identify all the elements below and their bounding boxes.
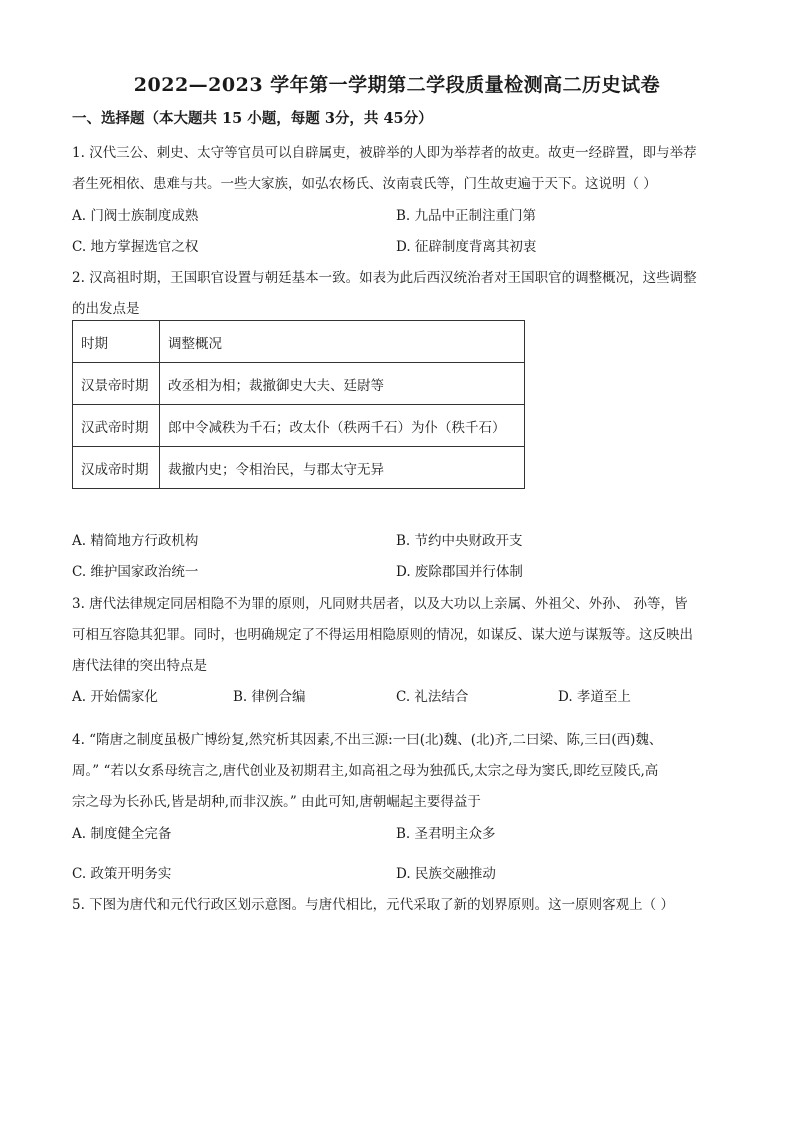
adjustment-table	[72, 320, 525, 489]
question-2-option-c: C. 维护国家政治统一	[72, 564, 199, 580]
table-cell: 郎中令减秩为千石；改太仆（秩两千石）为仆（秩千石）	[160, 405, 525, 447]
question-4-line-1: 4. “隋唐之制度虽极广博纷复,然究析其因素,不出三源:一曰(北)魏、(北)齐,二曰梁、陈,三曰(西)魏、	[72, 732, 663, 748]
question-1-option-b: B. 九品中正制注重门第	[396, 208, 537, 224]
table-row	[73, 405, 525, 447]
question-1-line-1: 1. 汉代三公、刺史、太守等官员可以自辟属吏，被辟举的人即为举荐者的故吏。故吏一经辟置，即与举荐	[72, 145, 697, 161]
question-3-line-1: 3. 唐代法律规定同居相隐不为罪的原则，凡同财共居者，以及大功以上亲属、外祖父、外孙、 孙等，皆	[72, 596, 688, 612]
question-2-option-d: D. 废除郡国并行体制	[396, 564, 523, 580]
section-heading: 一、选择题（本大题共 15 小题，每题 3分，共 45分）	[72, 110, 433, 127]
question-4-line-3: 宗之母为长孙氏,皆是胡种,而非汉族。” 由此可知,唐朝崛起主要得益于	[72, 794, 481, 810]
question-2-option-a: A. 精简地方行政机构	[72, 533, 199, 549]
question-1-option-d: D. 征辟制度背离其初衷	[396, 239, 537, 255]
question-1-option-a: A. 门阀士族制度成熟	[72, 208, 199, 224]
question-2-option-b: B. 节约中央财政开支	[396, 533, 523, 549]
question-1-line-2: 者生死相依、患难与共。一些大家族，如弘农杨氏、汝南袁氏等，门生故吏遍于天下。这说明（ ）	[72, 176, 657, 192]
table-cell: 改丞相为相；裁撤御史大夫、廷尉等	[160, 363, 525, 405]
table-row	[73, 363, 525, 405]
table-row	[73, 447, 525, 489]
table-header-cell: 调整概况	[160, 321, 525, 363]
table-header-cell: 时期	[73, 321, 160, 363]
page-title: 2022—2023 学年第一学期第二学段质量检测高二历史试卷	[133, 74, 661, 96]
question-3-option-d: D. 孝道至上	[558, 689, 631, 705]
question-3-option-c: C. 礼法结合	[396, 689, 469, 705]
question-3-option-b: B. 律例合编	[233, 689, 306, 705]
question-4-option-d: D. 民族交融推动	[396, 866, 496, 882]
table-header-row	[73, 321, 525, 363]
question-3-line-3: 唐代法律的突出特点是	[72, 658, 207, 674]
question-1-option-c: C. 地方掌握选官之权	[72, 239, 199, 255]
question-4-option-c: C. 政策开明务实	[72, 866, 172, 882]
question-2-line-1: 2. 汉高祖时期，王国职官设置与朝廷基本一致。如表为此后西汉统治者对王国职官的调整概况，这些调整	[72, 270, 697, 286]
question-5-line-1: 5. 下图为唐代和元代行政区划示意图。与唐代相比，元代采取了新的划界原则。这一原则客观上（ ）	[72, 897, 674, 913]
question-4-option-a: A. 制度健全完备	[72, 826, 172, 842]
question-3-option-a: A. 开始儒家化	[72, 689, 158, 705]
table-cell: 裁撤内史；令相治民，与郡太守无异	[160, 447, 525, 489]
question-3-line-2: 可相互容隐其犯罪。同时，也明确规定了不得运用相隐原则的情况，如谋反、谋大逆与谋叛等。这反映出	[72, 627, 693, 643]
table-cell: 汉景帝时期	[73, 363, 160, 405]
question-4-option-b: B. 圣君明主众多	[396, 826, 496, 842]
table-cell: 汉成帝时期	[73, 447, 160, 489]
table-cell: 汉武帝时期	[73, 405, 160, 447]
question-4-line-2: 周。” “若以女系母统言之,唐代创业及初期君主,如高祖之母为独孤氏,太宗之母为窦氏,即纥豆陵氏,高	[72, 763, 659, 779]
question-2-line-2: 的出发点是	[72, 301, 140, 317]
